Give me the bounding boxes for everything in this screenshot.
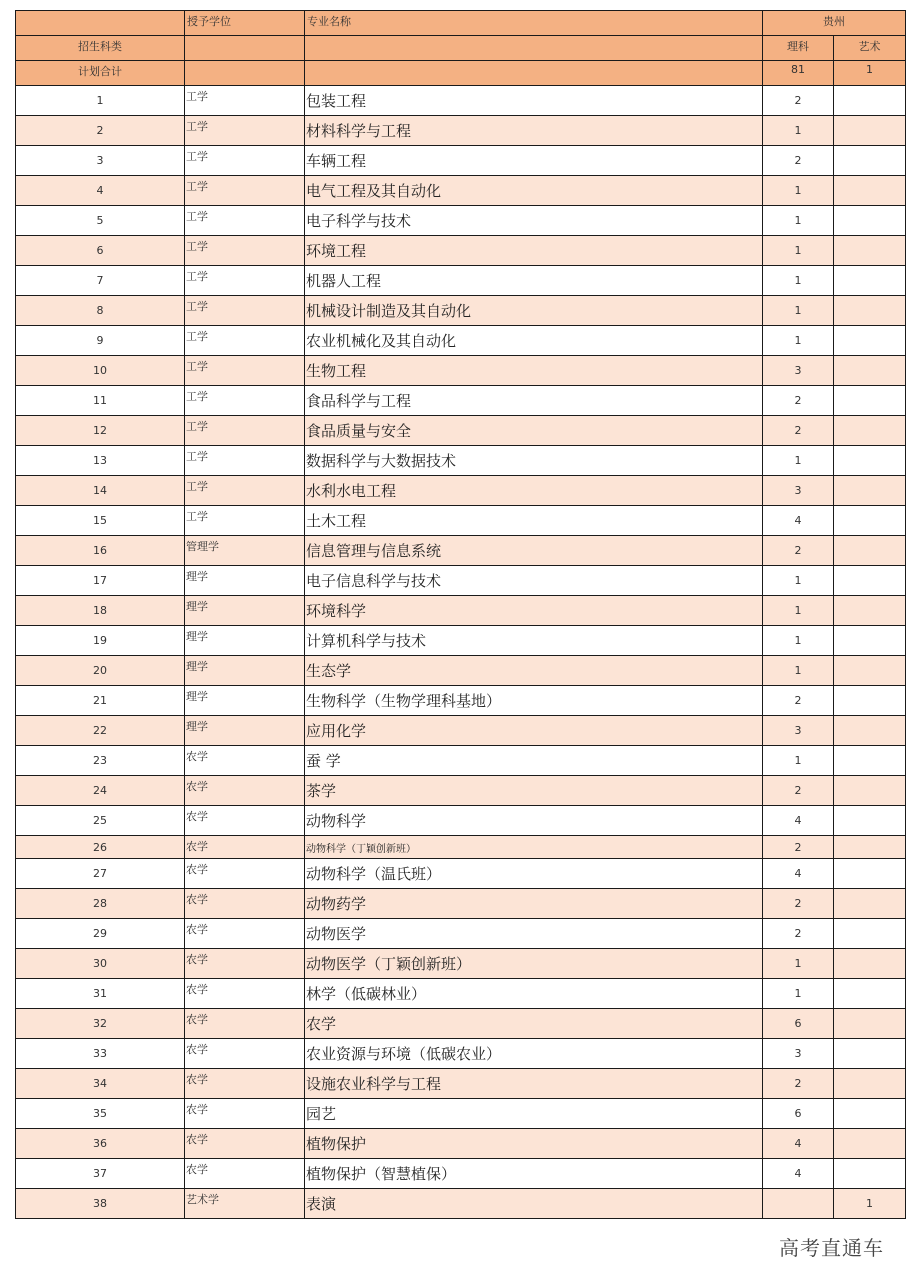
row-index: 18 [16,596,185,626]
row-arts-count [834,356,906,386]
row-degree-text: 工学 [186,510,208,523]
row-major: 土木工程 [305,506,763,536]
row-arts-count [834,206,906,236]
row-science-count: 2 [763,416,834,446]
row-major: 生物工程 [305,356,763,386]
row-degree [185,836,305,859]
row-index: 31 [16,979,185,1009]
row-degree [185,1189,305,1219]
row-major: 应用化学 [305,716,763,746]
table-row [16,596,906,626]
table-row [16,716,906,746]
row-degree [185,949,305,979]
row-degree [185,1069,305,1099]
row-index: 4 [16,176,185,206]
row-degree-text: 工学 [186,390,208,403]
row-index: 17 [16,566,185,596]
row-index: 25 [16,806,185,836]
header-blank-cell [16,11,185,36]
row-arts-count [834,476,906,506]
row-degree-text: 农学 [186,810,208,823]
table-row [16,86,906,116]
row-index: 2 [16,116,185,146]
header-science: 理科 [763,36,834,61]
row-degree [185,1099,305,1129]
row-degree-text: 工学 [186,360,208,373]
row-index: 27 [16,859,185,889]
table-row [16,506,906,536]
row-index: 13 [16,446,185,476]
row-science-count: 2 [763,776,834,806]
row-degree-text: 农学 [186,1133,208,1146]
header-degree: 授予学位 [185,11,305,36]
row-arts-count [834,979,906,1009]
row-arts-count [834,236,906,266]
row-science-count: 4 [763,859,834,889]
row-degree-text: 工学 [186,300,208,313]
row-index: 11 [16,386,185,416]
total-science: 81 [763,61,834,86]
row-arts-count [834,506,906,536]
row-degree [185,716,305,746]
header-empty-cell [185,36,305,61]
row-index: 38 [16,1189,185,1219]
row-arts-count [834,146,906,176]
row-index: 6 [16,236,185,266]
row-degree-text: 理学 [186,570,208,583]
row-arts-count [834,536,906,566]
row-science-count: 1 [763,566,834,596]
table-row [16,1189,906,1219]
row-degree-text: 农学 [186,1043,208,1056]
row-index: 10 [16,356,185,386]
row-index: 36 [16,1129,185,1159]
row-science-count: 1 [763,979,834,1009]
row-science-count: 1 [763,949,834,979]
row-index: 32 [16,1009,185,1039]
row-major: 计算机科学与技术 [305,626,763,656]
row-index: 16 [16,536,185,566]
row-degree-text: 工学 [186,150,208,163]
row-science-count: 2 [763,919,834,949]
table-row [16,146,906,176]
row-science-count: 4 [763,806,834,836]
row-index: 8 [16,296,185,326]
table-row [16,1039,906,1069]
row-major: 生态学 [305,656,763,686]
row-degree [185,806,305,836]
row-major: 机器人工程 [305,266,763,296]
row-arts-count [834,1069,906,1099]
table-row [16,776,906,806]
row-science-count: 1 [763,656,834,686]
row-degree [185,86,305,116]
watermark-text: 高考直通车 [779,1236,884,1260]
row-major: 茶学 [305,776,763,806]
row-degree-text: 理学 [186,690,208,703]
header-empty-cell [305,61,763,86]
row-degree [185,416,305,446]
row-degree [185,919,305,949]
table-row [16,656,906,686]
row-degree-text: 理学 [186,660,208,673]
row-degree-text: 农学 [186,893,208,906]
table-row [16,1129,906,1159]
row-major: 电子信息科学与技术 [305,566,763,596]
row-arts-count [834,266,906,296]
row-degree [185,1129,305,1159]
row-degree [185,146,305,176]
row-science-count: 1 [763,446,834,476]
row-science-count: 3 [763,356,834,386]
row-degree [185,206,305,236]
row-science-count: 3 [763,1039,834,1069]
row-arts-count [834,326,906,356]
row-major: 农业资源与环境（低碳农业） [305,1039,763,1069]
row-major: 生物科学（生物学理科基地） [305,686,763,716]
row-major: 园艺 [305,1099,763,1129]
row-major: 设施农业科学与工程 [305,1069,763,1099]
row-degree [185,326,305,356]
row-arts-count [834,626,906,656]
row-degree [185,656,305,686]
row-arts-count: 1 [834,1189,906,1219]
row-major: 动物药学 [305,889,763,919]
table-row [16,446,906,476]
row-science-count: 1 [763,296,834,326]
row-arts-count [834,446,906,476]
row-science-count: 1 [763,596,834,626]
table-row [16,386,906,416]
row-science-count: 1 [763,326,834,356]
row-arts-count [834,716,906,746]
row-arts-count [834,1009,906,1039]
table-row [16,536,906,566]
table-row [16,746,906,776]
row-major: 电气工程及其自动化 [305,176,763,206]
row-science-count: 1 [763,116,834,146]
row-science-count: 2 [763,889,834,919]
row-science-count: 2 [763,1069,834,1099]
row-degree [185,686,305,716]
row-degree-text: 管理学 [186,540,219,553]
row-science-count: 6 [763,1099,834,1129]
row-science-count: 2 [763,836,834,859]
table-row [16,949,906,979]
row-major: 食品质量与安全 [305,416,763,446]
row-arts-count [834,686,906,716]
row-major: 动物科学 [305,806,763,836]
row-index: 3 [16,146,185,176]
row-arts-count [834,176,906,206]
header-arts: 艺术 [834,36,906,61]
row-major: 动物医学 [305,919,763,949]
row-degree-text: 工学 [186,330,208,343]
row-index: 30 [16,949,185,979]
row-major: 林学（低碳林业） [305,979,763,1009]
row-major: 水利水电工程 [305,476,763,506]
row-arts-count [834,776,906,806]
row-degree [185,776,305,806]
table-row [16,176,906,206]
row-major: 机械设计制造及其自动化 [305,296,763,326]
row-science-count [763,1189,834,1219]
row-index: 1 [16,86,185,116]
row-index: 37 [16,1159,185,1189]
table-row [16,566,906,596]
total-arts: 1 [834,61,906,86]
row-arts-count [834,116,906,146]
table-body [16,11,906,1219]
row-index: 5 [16,206,185,236]
table-row [16,476,906,506]
row-arts-count [834,806,906,836]
row-arts-count [834,566,906,596]
row-index: 23 [16,746,185,776]
row-degree [185,1009,305,1039]
row-degree [185,116,305,146]
row-arts-count [834,859,906,889]
row-degree [185,626,305,656]
row-degree-text: 农学 [186,840,208,853]
row-degree-text: 理学 [186,720,208,733]
row-degree [185,446,305,476]
row-index: 15 [16,506,185,536]
row-science-count: 4 [763,506,834,536]
table-row [16,116,906,146]
row-major: 植物保护 [305,1129,763,1159]
row-science-count: 4 [763,1129,834,1159]
header-category: 招生科类 [16,36,185,61]
table-row [16,919,906,949]
table-row [16,236,906,266]
row-major: 包装工程 [305,86,763,116]
header-province: 贵州 [763,11,906,36]
row-science-count: 2 [763,686,834,716]
row-degree-text: 工学 [186,240,208,253]
row-arts-count [834,746,906,776]
header-empty-cell [305,36,763,61]
row-science-count: 2 [763,86,834,116]
row-degree [185,296,305,326]
row-major: 植物保护（智慧植保） [305,1159,763,1189]
row-arts-count [834,1099,906,1129]
row-degree-text: 农学 [186,923,208,936]
row-index: 19 [16,626,185,656]
header-row-1 [16,11,906,36]
row-arts-count [834,1129,906,1159]
header-empty-cell [185,61,305,86]
row-degree-text: 工学 [186,420,208,433]
row-arts-count [834,416,906,446]
row-degree-text: 工学 [186,480,208,493]
row-arts-count [834,919,906,949]
row-degree [185,1039,305,1069]
row-degree-text: 农学 [186,1163,208,1176]
row-arts-count [834,596,906,626]
table-row [16,836,906,859]
row-science-count: 3 [763,476,834,506]
row-major: 电子科学与技术 [305,206,763,236]
row-major: 材料科学与工程 [305,116,763,146]
row-degree-text: 农学 [186,953,208,966]
row-arts-count [834,1159,906,1189]
row-science-count: 2 [763,386,834,416]
row-major: 环境科学 [305,596,763,626]
table-row [16,1099,906,1129]
row-science-count: 6 [763,1009,834,1039]
row-degree [185,176,305,206]
total-label: 计划合计 [16,61,185,86]
row-science-count: 2 [763,536,834,566]
row-index: 33 [16,1039,185,1069]
row-degree [185,506,305,536]
row-arts-count [834,949,906,979]
row-science-count: 4 [763,1159,834,1189]
table-row [16,626,906,656]
header-row-2 [16,36,906,61]
row-degree-text: 工学 [186,90,208,103]
row-index: 20 [16,656,185,686]
row-index: 35 [16,1099,185,1129]
enrollment-plan-table [15,10,906,1219]
total-row [16,61,906,86]
row-index: 14 [16,476,185,506]
table-row [16,416,906,446]
row-index: 34 [16,1069,185,1099]
row-degree [185,889,305,919]
row-science-count: 1 [763,236,834,266]
table-row [16,889,906,919]
row-arts-count [834,656,906,686]
row-degree-text: 理学 [186,630,208,643]
row-arts-count [834,1039,906,1069]
row-science-count: 1 [763,266,834,296]
row-science-count: 1 [763,746,834,776]
table-row [16,206,906,236]
row-major: 车辆工程 [305,146,763,176]
row-major: 农学 [305,1009,763,1039]
row-science-count: 1 [763,176,834,206]
table-row [16,356,906,386]
row-major: 表演 [305,1189,763,1219]
row-arts-count [834,86,906,116]
row-degree-text: 工学 [186,450,208,463]
row-degree-text: 工学 [186,210,208,223]
row-degree-text: 农学 [186,863,208,876]
table-row [16,266,906,296]
table-row [16,686,906,716]
table-row [16,859,906,889]
row-degree-text: 工学 [186,180,208,193]
row-major: 动物科学（丁颖创新班） [305,836,763,859]
header-major: 专业名称 [305,11,763,36]
table-row [16,806,906,836]
row-index: 22 [16,716,185,746]
row-degree-text: 工学 [186,120,208,133]
row-arts-count [834,386,906,416]
row-degree-text: 农学 [186,1013,208,1026]
row-major: 环境工程 [305,236,763,266]
row-degree [185,596,305,626]
row-degree-text: 艺术学 [186,1193,219,1206]
row-arts-count [834,836,906,859]
row-index: 29 [16,919,185,949]
row-degree-text: 农学 [186,1103,208,1116]
row-degree [185,566,305,596]
row-major: 动物医学（丁颖创新班） [305,949,763,979]
row-index: 12 [16,416,185,446]
row-degree [185,979,305,1009]
row-degree [185,266,305,296]
table-row [16,979,906,1009]
row-science-count: 1 [763,626,834,656]
row-degree-text: 农学 [186,1073,208,1086]
row-degree-text: 农学 [186,750,208,763]
row-index: 28 [16,889,185,919]
row-index: 26 [16,836,185,859]
row-science-count: 2 [763,146,834,176]
row-degree [185,746,305,776]
table-row [16,1159,906,1189]
row-science-count: 1 [763,206,834,236]
row-degree [185,1159,305,1189]
row-degree [185,356,305,386]
row-index: 24 [16,776,185,806]
row-major: 蚕 学 [305,746,763,776]
row-science-count: 3 [763,716,834,746]
row-degree [185,859,305,889]
row-index: 9 [16,326,185,356]
table-row [16,1069,906,1099]
row-degree [185,536,305,566]
row-degree [185,386,305,416]
row-arts-count [834,296,906,326]
row-degree [185,236,305,266]
row-major: 数据科学与大数据技术 [305,446,763,476]
row-major: 信息管理与信息系统 [305,536,763,566]
row-degree-text: 理学 [186,600,208,613]
row-major: 农业机械化及其自动化 [305,326,763,356]
table-row [16,326,906,356]
row-degree [185,476,305,506]
row-major: 食品科学与工程 [305,386,763,416]
table-row [16,1009,906,1039]
row-index: 21 [16,686,185,716]
row-degree-text: 农学 [186,780,208,793]
row-degree-text: 农学 [186,983,208,996]
row-index: 7 [16,266,185,296]
row-major: 动物科学（温氏班） [305,859,763,889]
table-row [16,296,906,326]
row-arts-count [834,889,906,919]
row-degree-text: 工学 [186,270,208,283]
